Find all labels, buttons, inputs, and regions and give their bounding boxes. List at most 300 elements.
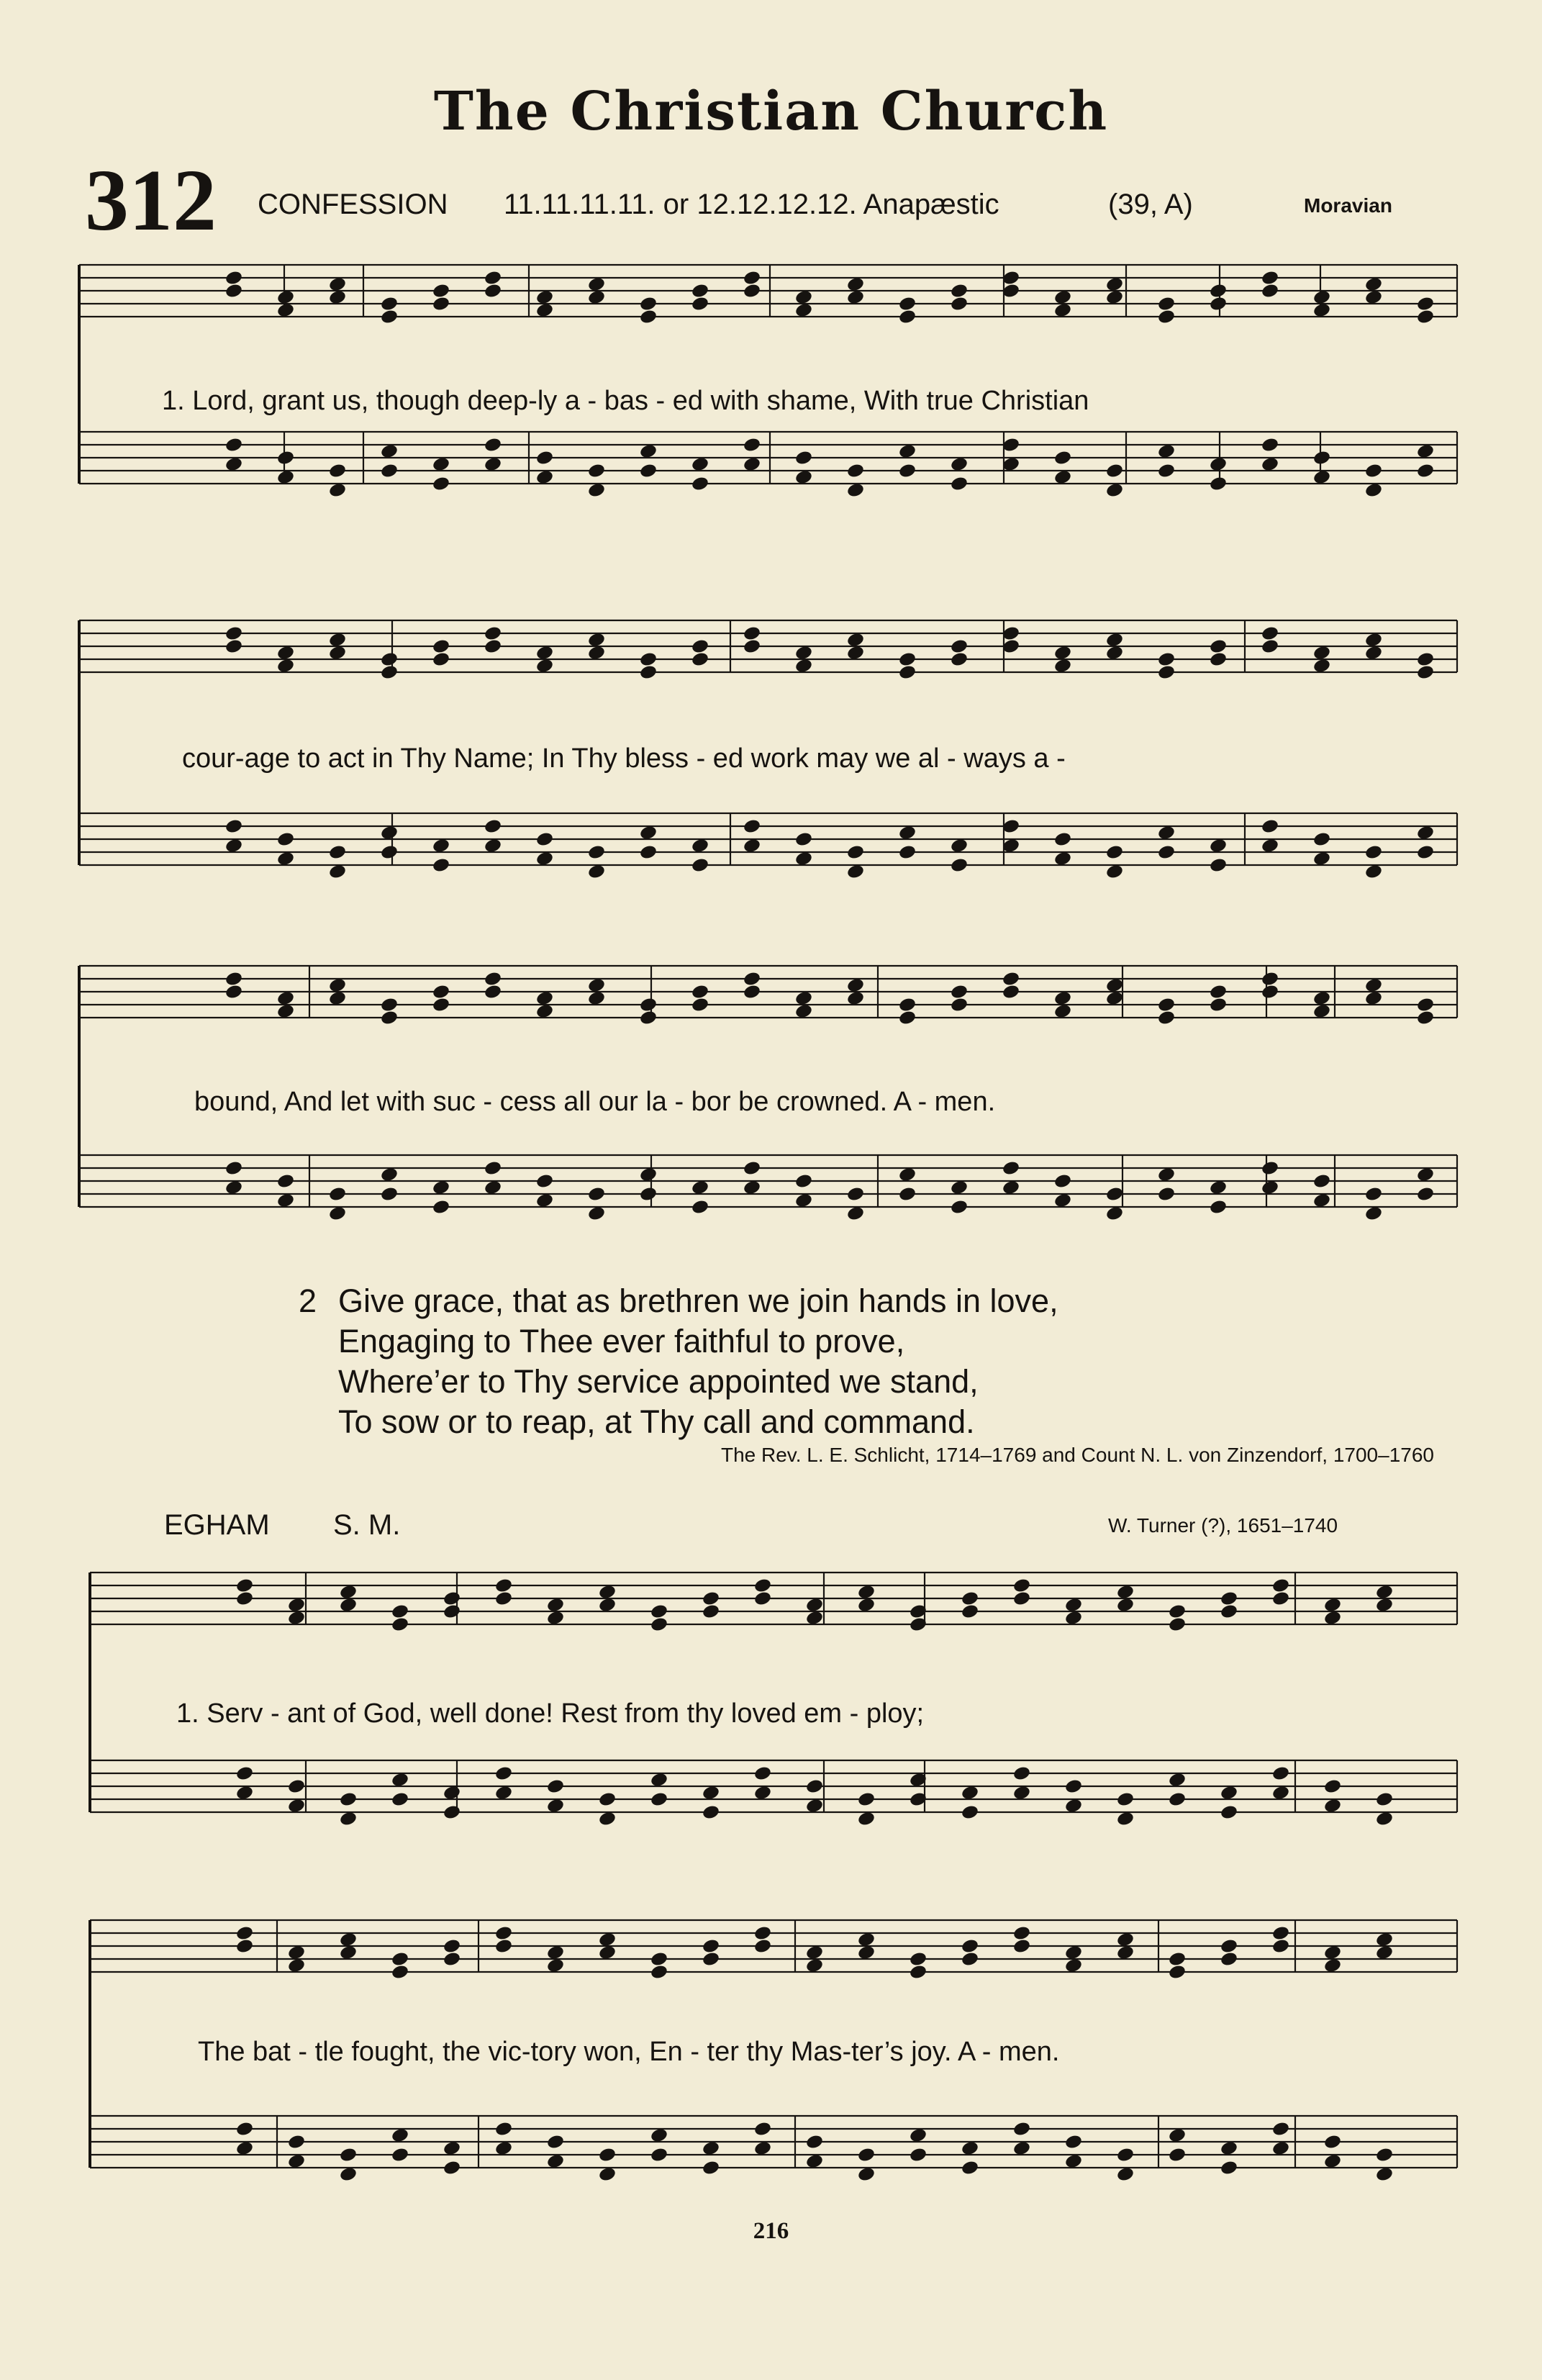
- notehead: [225, 270, 243, 286]
- notehead: [432, 1199, 450, 1216]
- notehead: [950, 456, 969, 473]
- notehead: [1312, 658, 1331, 674]
- notehead: [1261, 838, 1279, 854]
- notehead: [1364, 276, 1383, 293]
- notehead: [587, 1186, 606, 1203]
- notehead: [380, 309, 399, 325]
- notehead: [546, 1958, 565, 1974]
- notehead: [1220, 1951, 1238, 1968]
- notehead: [846, 632, 865, 648]
- notehead: [235, 1938, 254, 1955]
- meter: 11.11.11.11. or 12.12.12.12. Anapæstic: [504, 189, 999, 220]
- notehead: [1105, 463, 1124, 479]
- notehead: [846, 463, 865, 479]
- notehead: [235, 1785, 254, 1801]
- notehead: [898, 664, 917, 681]
- notehead: [691, 456, 709, 473]
- notehead: [443, 1938, 461, 1955]
- notehead: [1168, 1616, 1187, 1633]
- notehead: [898, 1186, 917, 1203]
- notehead: [794, 851, 813, 867]
- notehead: [1105, 645, 1124, 661]
- notehead: [846, 289, 865, 306]
- notehead: [1261, 456, 1279, 473]
- notehead: [484, 283, 502, 299]
- notehead: [1416, 296, 1435, 312]
- notehead: [1157, 844, 1176, 861]
- reference: (39, A): [1108, 189, 1193, 220]
- notehead: [287, 1610, 306, 1626]
- notehead: [432, 651, 450, 668]
- notehead: [1261, 971, 1279, 987]
- hymn-lyric-line-1: 1. Lord, grant us, though deep-ly a - bas - ed with shame, With true Christian: [162, 386, 1089, 416]
- notehead: [743, 270, 761, 286]
- notehead: [484, 625, 502, 642]
- notehead: [1002, 1180, 1020, 1196]
- notehead: [598, 1597, 617, 1614]
- notehead: [235, 1591, 254, 1607]
- notehead: [535, 658, 554, 674]
- notehead: [535, 1193, 554, 1209]
- notehead: [1312, 289, 1331, 306]
- notehead: [898, 1167, 917, 1183]
- notehead: [276, 1003, 295, 1020]
- notehead: [794, 450, 813, 466]
- notehead: [1053, 1003, 1072, 1020]
- notehead: [1375, 1932, 1394, 1948]
- notehead: [1053, 1193, 1072, 1209]
- notehead: [1157, 825, 1176, 841]
- notehead: [432, 1180, 450, 1196]
- notehead: [598, 2166, 617, 2183]
- notehead: [909, 2127, 928, 2144]
- notehead: [1053, 302, 1072, 319]
- notehead: [484, 456, 502, 473]
- notehead: [950, 476, 969, 492]
- notehead: [1323, 2134, 1342, 2150]
- notehead: [380, 296, 399, 312]
- notehead: [702, 1603, 720, 1620]
- notehead: [794, 289, 813, 306]
- notehead: [691, 476, 709, 492]
- notehead: [1220, 1804, 1238, 1821]
- notehead: [1105, 632, 1124, 648]
- notehead: [535, 645, 554, 661]
- notehead: [691, 296, 709, 312]
- notehead: [1064, 1945, 1083, 1961]
- notehead: [898, 844, 917, 861]
- notehead: [1116, 1597, 1135, 1614]
- notehead: [1209, 651, 1228, 668]
- notehead: [598, 1945, 617, 1961]
- notehead: [484, 437, 502, 453]
- notehead: [1364, 482, 1383, 499]
- notehead: [650, 1951, 668, 1968]
- notehead: [1209, 1180, 1228, 1196]
- notehead: [339, 1791, 358, 1808]
- notehead: [587, 977, 606, 994]
- notehead: [276, 1193, 295, 1209]
- notehead: [328, 1205, 347, 1222]
- notehead: [691, 283, 709, 299]
- notehead: [1323, 1958, 1342, 1974]
- notehead: [328, 463, 347, 479]
- notehead: [339, 1584, 358, 1601]
- notehead: [1116, 1584, 1135, 1601]
- notehead: [650, 1616, 668, 1633]
- notehead: [380, 651, 399, 668]
- egham-lyric-line-1: 1. Serv - ant of God, well done! Rest from thy loved em - ploy;: [176, 1698, 925, 1729]
- notehead: [1364, 1205, 1383, 1222]
- notehead: [328, 990, 347, 1007]
- notehead: [1364, 645, 1383, 661]
- notehead: [950, 1180, 969, 1196]
- notehead: [339, 2147, 358, 2163]
- notehead: [494, 1785, 513, 1801]
- notehead: [225, 625, 243, 642]
- notehead: [225, 283, 243, 299]
- notehead: [380, 443, 399, 460]
- notehead: [743, 971, 761, 987]
- notehead: [1209, 984, 1228, 1000]
- notehead: [846, 977, 865, 994]
- notehead: [857, 2147, 876, 2163]
- notehead: [1012, 1938, 1031, 1955]
- stanza-number: 2: [299, 1282, 317, 1319]
- notehead: [235, 2140, 254, 2157]
- notehead: [380, 1010, 399, 1026]
- notehead: [753, 1578, 772, 1594]
- notehead: [1012, 1591, 1031, 1607]
- notehead: [1209, 857, 1228, 874]
- stanza-line: To sow or to reap, at Thy call and command.: [338, 1403, 975, 1440]
- notehead: [1168, 1791, 1187, 1808]
- notehead: [794, 990, 813, 1007]
- notehead: [691, 638, 709, 655]
- notehead: [1105, 1205, 1124, 1222]
- notehead: [639, 825, 658, 841]
- notehead: [1053, 831, 1072, 848]
- notehead: [535, 1003, 554, 1020]
- notehead: [1053, 469, 1072, 486]
- notehead: [1416, 1186, 1435, 1203]
- notehead: [328, 289, 347, 306]
- notehead: [805, 1958, 824, 1974]
- notehead: [1375, 1811, 1394, 1827]
- notehead: [225, 638, 243, 655]
- egham-meter: S. M.: [333, 1509, 401, 1541]
- notehead: [1105, 977, 1124, 994]
- notehead: [898, 825, 917, 841]
- notehead: [1116, 1791, 1135, 1808]
- notehead: [691, 838, 709, 854]
- notehead: [484, 270, 502, 286]
- notehead: [898, 296, 917, 312]
- notehead: [961, 1951, 979, 1968]
- notehead: [235, 1765, 254, 1782]
- notehead: [546, 1798, 565, 1814]
- notehead: [639, 844, 658, 861]
- notehead: [639, 463, 658, 479]
- notehead: [1053, 1173, 1072, 1190]
- notehead: [1064, 1610, 1083, 1626]
- notehead: [1105, 276, 1124, 293]
- notehead: [1002, 971, 1020, 987]
- notehead: [1116, 1811, 1135, 1827]
- notehead: [846, 1186, 865, 1203]
- notehead: [1312, 1193, 1331, 1209]
- notehead: [1416, 463, 1435, 479]
- notehead: [1416, 443, 1435, 460]
- notehead: [1364, 1186, 1383, 1203]
- notehead: [587, 632, 606, 648]
- notehead: [1157, 1186, 1176, 1203]
- notehead: [535, 469, 554, 486]
- notehead: [494, 1591, 513, 1607]
- notehead: [380, 1167, 399, 1183]
- notehead: [846, 1205, 865, 1222]
- notehead: [650, 2127, 668, 2144]
- notehead: [1416, 844, 1435, 861]
- notehead: [276, 302, 295, 319]
- notehead: [587, 276, 606, 293]
- notehead: [1209, 638, 1228, 655]
- notehead: [276, 1173, 295, 1190]
- notehead: [380, 997, 399, 1013]
- notehead: [1375, 1597, 1394, 1614]
- notehead: [276, 851, 295, 867]
- notehead: [743, 283, 761, 299]
- notehead: [1157, 296, 1176, 312]
- notehead: [1375, 2166, 1394, 2183]
- notehead: [1168, 1951, 1187, 1968]
- notehead: [743, 1160, 761, 1177]
- notehead: [950, 838, 969, 854]
- notehead: [898, 1010, 917, 1026]
- notehead: [494, 1578, 513, 1594]
- notehead: [857, 1584, 876, 1601]
- notehead: [898, 463, 917, 479]
- egham-lyric-line-2: The bat - tle fought, the vic-tory won, En - ter thy Mas-ter’s joy. A - men.: [198, 2037, 1060, 2067]
- notehead: [432, 476, 450, 492]
- notehead: [391, 1951, 409, 1968]
- notehead: [898, 997, 917, 1013]
- notehead: [909, 2147, 928, 2163]
- notehead: [598, 1791, 617, 1808]
- notehead: [1157, 443, 1176, 460]
- notehead: [546, 1597, 565, 1614]
- notehead: [1271, 2121, 1290, 2137]
- notehead: [1364, 289, 1383, 306]
- notehead: [494, 2140, 513, 2157]
- notehead: [1105, 482, 1124, 499]
- notehead: [857, 2166, 876, 2183]
- notehead: [650, 1964, 668, 1981]
- notehead: [1064, 2134, 1083, 2150]
- notehead: [950, 283, 969, 299]
- notehead: [961, 1591, 979, 1607]
- notehead: [950, 651, 969, 668]
- notehead: [391, 1772, 409, 1788]
- notehead: [650, 2147, 668, 2163]
- notehead: [1157, 997, 1176, 1013]
- notehead: [1064, 1798, 1083, 1814]
- notehead: [846, 645, 865, 661]
- notehead: [1364, 463, 1383, 479]
- notehead: [328, 482, 347, 499]
- notehead: [443, 1591, 461, 1607]
- notehead: [587, 463, 606, 479]
- notehead: [1064, 1778, 1083, 1795]
- notehead: [691, 1180, 709, 1196]
- notehead: [702, 1804, 720, 1821]
- notehead: [805, 1798, 824, 1814]
- notehead: [484, 1160, 502, 1177]
- notehead: [598, 1584, 617, 1601]
- notehead: [1261, 1160, 1279, 1177]
- notehead: [276, 831, 295, 848]
- notehead: [650, 1772, 668, 1788]
- notehead: [753, 1938, 772, 1955]
- notehead: [484, 638, 502, 655]
- notehead: [380, 825, 399, 841]
- notehead: [702, 2140, 720, 2157]
- notehead: [1271, 1765, 1290, 1782]
- notehead: [1323, 1597, 1342, 1614]
- notehead: [587, 864, 606, 880]
- notehead: [432, 296, 450, 312]
- notehead: [1157, 651, 1176, 668]
- notehead: [535, 990, 554, 1007]
- notehead: [1012, 1578, 1031, 1594]
- notehead: [1416, 825, 1435, 841]
- notehead: [225, 838, 243, 854]
- notehead: [691, 857, 709, 874]
- notehead: [1053, 289, 1072, 306]
- notehead: [328, 632, 347, 648]
- text-credit: The Rev. L. E. Schlicht, 1714–1769 and Count N. L. von Zinzendorf, 1700–1760: [720, 1444, 1434, 1466]
- notehead: [1416, 651, 1435, 668]
- notehead: [432, 984, 450, 1000]
- notehead: [753, 1785, 772, 1801]
- notehead: [961, 2140, 979, 2157]
- notehead: [898, 443, 917, 460]
- notehead: [432, 857, 450, 874]
- notehead: [1416, 309, 1435, 325]
- notehead: [702, 1591, 720, 1607]
- notehead: [1416, 1167, 1435, 1183]
- notehead: [805, 1610, 824, 1626]
- notehead: [276, 289, 295, 306]
- section-title: The Christian Church: [433, 81, 1109, 142]
- notehead: [846, 482, 865, 499]
- notehead: [753, 1925, 772, 1942]
- notehead: [743, 1180, 761, 1196]
- notehead: [1209, 1199, 1228, 1216]
- notehead: [1012, 1765, 1031, 1782]
- notehead: [753, 2121, 772, 2137]
- notehead: [961, 1603, 979, 1620]
- notehead: [702, 1938, 720, 1955]
- notehead: [691, 651, 709, 668]
- notehead: [546, 2134, 565, 2150]
- notehead: [743, 838, 761, 854]
- notehead: [1209, 476, 1228, 492]
- notehead: [639, 296, 658, 312]
- notehead: [794, 1193, 813, 1209]
- notehead: [494, 2121, 513, 2137]
- notehead: [587, 482, 606, 499]
- notehead: [1271, 1591, 1290, 1607]
- notehead: [391, 2147, 409, 2163]
- notehead: [328, 1186, 347, 1203]
- notehead: [535, 851, 554, 867]
- notehead: [380, 664, 399, 681]
- notehead: [225, 1160, 243, 1177]
- notehead: [1312, 645, 1331, 661]
- notehead: [1271, 1925, 1290, 1942]
- notehead: [328, 844, 347, 861]
- notehead: [587, 289, 606, 306]
- notehead: [1002, 984, 1020, 1000]
- notehead: [1261, 270, 1279, 286]
- notehead: [1220, 2140, 1238, 2157]
- notehead: [794, 1003, 813, 1020]
- notehead: [1375, 2147, 1394, 2163]
- notehead: [276, 658, 295, 674]
- notehead: [1323, 1798, 1342, 1814]
- notehead: [587, 645, 606, 661]
- notehead: [1364, 864, 1383, 880]
- notehead: [753, 1591, 772, 1607]
- notehead: [909, 1964, 928, 1981]
- notehead: [1261, 638, 1279, 655]
- notehead: [546, 1778, 565, 1795]
- notehead: [287, 1597, 306, 1614]
- notehead: [1416, 664, 1435, 681]
- notehead: [1168, 2127, 1187, 2144]
- notehead: [276, 450, 295, 466]
- notehead: [587, 844, 606, 861]
- notehead: [391, 1603, 409, 1620]
- notehead: [587, 1205, 606, 1222]
- notehead: [1271, 2140, 1290, 2157]
- notehead: [794, 469, 813, 486]
- notehead: [546, 1610, 565, 1626]
- notehead: [328, 276, 347, 293]
- notehead: [961, 1938, 979, 1955]
- notehead: [484, 971, 502, 987]
- notehead: [1271, 1578, 1290, 1594]
- notehead: [287, 1778, 306, 1795]
- notehead: [1364, 632, 1383, 648]
- notehead: [1416, 997, 1435, 1013]
- notehead: [225, 818, 243, 835]
- notehead: [909, 1951, 928, 1968]
- notehead: [494, 1925, 513, 1942]
- notehead: [1323, 1945, 1342, 1961]
- notehead: [691, 984, 709, 1000]
- notehead: [598, 1932, 617, 1948]
- notehead: [1168, 1964, 1187, 1981]
- notehead: [443, 1785, 461, 1801]
- notehead: [753, 1765, 772, 1782]
- notehead: [1364, 977, 1383, 994]
- notehead: [898, 651, 917, 668]
- notehead: [950, 984, 969, 1000]
- source: Moravian: [1304, 194, 1392, 217]
- notehead: [535, 831, 554, 848]
